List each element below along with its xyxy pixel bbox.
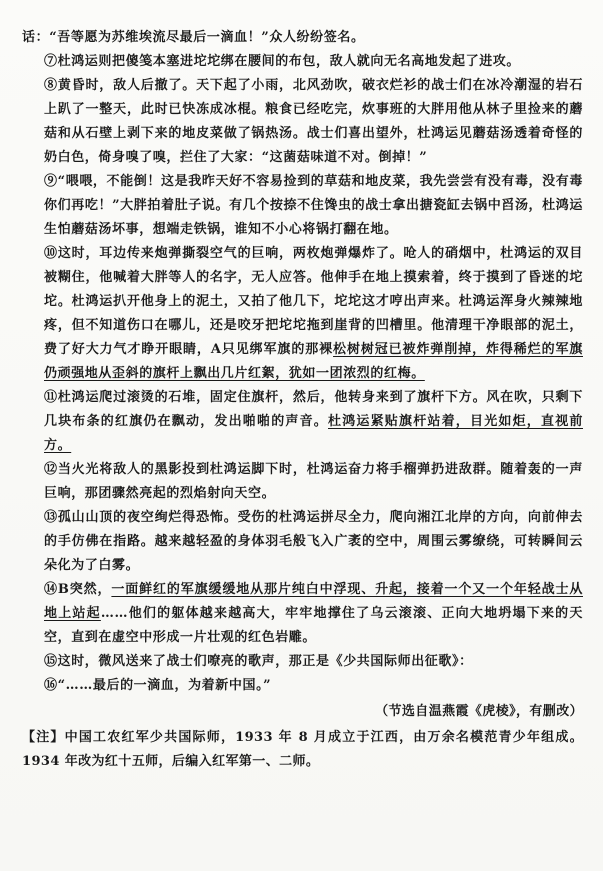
underlined-sentence-b: 一面鲜红的军旗缓缓地从那片纯白中浮现、升起，接着一个又一个年轻战士从地上站起: [44, 582, 583, 621]
paragraph-8: ⑧黄昏时，敌人后撤了。天下起了小雨，北风劲吹，破衣烂衫的战士们在冰冷潮湿的岩石上趴了一整天，此时已快冻成冰棍。粮食已经吃完，炊事班的大胖用他从林子里捡来的蘑菇和从石壁上剥下来的地皮菜做了锅热汤。战士们喜出望外，杜鸿运见蘑菇汤透着奇怪的奶白色，倚身嗅了嗅，拦住了大家：“这菌菇味道不对。倒掉！”: [44, 78, 583, 165]
underlined-sentence-11: 杜鸿运紧贴旗杆站着，目光如炬，直视前方。: [44, 414, 583, 453]
document-content: [22, 26, 583, 774]
paragraph-11-text: ⑪杜鸿运爬过滚烫的石堆，固定住旗杆，然后，他转身来到了旗杆下方。风在吹，只剩下几块布条的红旗仍在飘动，发出啪啪的声音。: [44, 390, 583, 429]
paragraph-14-prefix: ⑭B突然，: [44, 582, 112, 597]
paragraph-11: [44, 386, 583, 458]
paragraph-9: ⑨“喂喂，不能倒！这是我昨天好不容易捡到的草菇和地皮菜，我先尝尝有没有毒，没有毒你们再吃！”大胖拍着肚子说。有几个按捺不住馋虫的战士拿出搪瓷缸去锅中舀汤，杜鸿运生怕蘑菇汤坏事，想端走铁锅，谁知不小心将锅打翻在地。: [44, 174, 583, 237]
footnote-label: 【注】: [22, 730, 65, 745]
paragraph-10-text: ⑩这时，耳边传来炮弹撕裂空气的巨响，两枚炮弹爆炸了。呛人的硝烟中，杜鸿运的双目被糊住，他喊着大胖等人的名字，无人应答。他伸手在地上摸索着，终于摸到了昏迷的坨坨。杜鸿运扒开他身上的泥土，又拍了他几下，坨坨这才哼出声来。杜鸿运浑身火辣辣地疼，但不知道伤口在哪儿，还是咬牙把坨坨拖到崖背的凹槽里。他清理干净眼部的泥土，费了好大力气才睁开眼睛，A只见绑军旗的那裸: [44, 246, 583, 357]
paragraph-14: [44, 578, 583, 650]
paragraph-7: ⑦杜鸿运则把傻笺本塞进坨坨绑在腰间的布包，敌人就向无名高地发起了进攻。: [44, 54, 521, 69]
underlined-sentence-a: 松树树冠已被炸弹削掉，炸得稀烂的军旗仍顽强地从歪斜的旗杆上飘出几片红絮，犹如一团浓烈的红梅。: [44, 342, 583, 381]
paragraph-16: ⑯“……最后的一滴血，为着新中国。”: [44, 678, 272, 693]
paragraph-15: ⑮这时，微风送来了战士们嘹亮的歌声，那正是《少共国际师出征歌》：: [44, 654, 473, 669]
paragraph-13: ⑬孤山山顶的夜空绚烂得恐怖。受伤的杜鸿运拼尽全力，爬向湘江北岸的方向，向前伸去的手仿佛在指路。越来越轻盈的身体羽毛般飞入广袤的空中，周围云雾缭绕，可转瞬间云朵化为了白雾。: [44, 510, 583, 573]
paragraph-12: ⑫当火光将敌人的黑影投到杜鸿运脚下时，杜鸿运奋力将手榴弹扔进敌群。随着轰的一声巨响，那团骤然亮起的烈焰射向天空。: [44, 462, 583, 501]
footnote: [22, 726, 583, 774]
paragraph-14-text: ……他们的躯体越来越高大，牢牢地撑住了乌云滚滚、正向大地坍塌下来的天空，直到在虚空中形成一片壮观的红色岩雕。: [44, 606, 583, 645]
source-citation: （节选自温燕霞《虎棱》，有删改）: [375, 704, 583, 719]
footnote-text: 中国工农红军少共国际师，1933 年 8 月成立于江西，由万余名模范青少年组成。1934 年改为红十五师，后编入红军第一、二师。: [22, 730, 583, 769]
intro-line: 话：“吾等愿为苏维埃流尽最后一滴血！”众人纷纷签名。: [22, 30, 365, 45]
paragraph-10: [44, 242, 583, 386]
